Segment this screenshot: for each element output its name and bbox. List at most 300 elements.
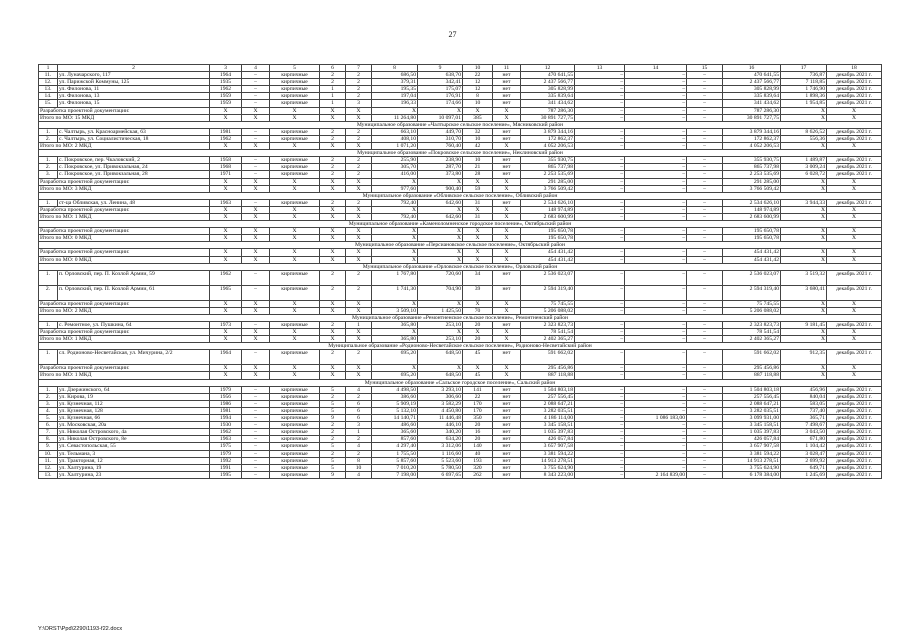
summary-cell: X	[320, 143, 346, 150]
column-number-cell: 18	[827, 65, 882, 72]
page-number: 27	[448, 30, 457, 39]
table-cell: 486,60	[372, 422, 418, 429]
summary-row	[39, 213, 882, 220]
table-cell: 21	[463, 164, 493, 171]
summary-cell: X	[270, 336, 320, 343]
summary-cell: X	[372, 300, 418, 307]
table-cell: 39	[463, 285, 493, 300]
table-cell: 1986	[210, 400, 242, 407]
table-cell: 2 594 319,40	[521, 285, 575, 300]
table-cell: 172 862,37	[521, 135, 575, 142]
table-cell: 865 737,98	[723, 164, 781, 171]
table-cell: 3 028,47	[781, 450, 827, 457]
table-cell: 1 767,80	[372, 270, 418, 285]
table-cell: 6 028,72	[781, 171, 827, 178]
summary-cell: 2 402 365,27	[723, 336, 781, 343]
table-row	[39, 93, 882, 100]
table-cell: 342,41	[418, 79, 463, 86]
table-cell: нет	[493, 400, 521, 407]
table-cell: –	[242, 457, 270, 464]
table-cell: 1991	[210, 464, 242, 471]
summary-cell: X	[781, 143, 827, 150]
summary-cell: 2 402 365,27	[521, 336, 575, 343]
table-cell: –	[575, 350, 625, 365]
table-cell: 583,05	[781, 400, 827, 407]
column-number-cell: 1	[39, 65, 58, 72]
table-row	[39, 415, 882, 422]
table-cell: 1992	[210, 457, 242, 464]
mkd-repair-table	[38, 64, 882, 479]
table-body	[39, 65, 882, 479]
summary-cell: X	[320, 213, 346, 220]
table-cell: –	[687, 79, 723, 86]
summary-cell: X	[270, 300, 320, 307]
table-cell: 32	[463, 128, 493, 135]
summary-cell: X	[210, 372, 242, 379]
summary-cell: X	[418, 249, 463, 256]
table-row	[39, 443, 882, 450]
table-cell: 2	[320, 450, 346, 457]
table-cell: –	[242, 429, 270, 436]
summary-cell: X	[242, 307, 270, 314]
summary-cell: X	[418, 300, 463, 307]
table-cell: –	[575, 429, 625, 436]
summary-cell: X	[346, 228, 372, 235]
table-cell: –	[687, 135, 723, 142]
summary-cell: 887 118,88	[723, 372, 781, 379]
table-cell: 2 088 647,21	[723, 400, 781, 407]
table-cell: 2 253 535,69	[521, 171, 575, 178]
table-cell: –	[242, 436, 270, 443]
table-cell: кирпичные	[270, 93, 320, 100]
table-cell: 1958	[210, 157, 242, 164]
table-cell: –	[242, 72, 270, 79]
table-cell: 1963	[210, 199, 242, 206]
table-cell: –	[687, 415, 723, 422]
table-cell: 2 437 566,77	[521, 79, 575, 86]
summary-cell: 195 650,78	[723, 228, 781, 235]
municipality-title: Муниципальное образование «Персиановское сельское поселение», Октябрьский район	[39, 242, 882, 249]
table-cell: –	[575, 457, 625, 464]
summary-cell: X	[210, 143, 242, 150]
table-row	[39, 199, 882, 206]
summary-cell: X	[372, 235, 418, 242]
table-cell: декабрь 2021 г.	[827, 464, 882, 471]
table-cell: 14 913 278,51	[723, 457, 781, 464]
summary-cell: 792,40	[372, 213, 418, 220]
table-cell: 255,90	[372, 157, 418, 164]
summary-cell: X	[270, 307, 320, 314]
summary-cell: X	[372, 178, 418, 185]
summary-cell: X	[463, 178, 493, 185]
table-row	[39, 400, 882, 407]
table-cell: 14 140,71	[372, 415, 418, 422]
table-cell: 638,70	[418, 72, 463, 79]
table-cell: нет	[493, 93, 521, 100]
table-cell: нет	[493, 464, 521, 471]
summary-cell: X	[418, 256, 463, 263]
summary-cell: X	[346, 206, 372, 213]
summary-cell: X	[781, 206, 827, 213]
summary-cell: 75 745,55	[521, 300, 575, 307]
summary-cell: 195 650,78	[521, 228, 575, 235]
summary-cell: –	[625, 372, 687, 379]
summary-cell: X	[493, 256, 521, 263]
summary-cell: X	[210, 114, 242, 121]
table-cell: нет	[493, 157, 521, 164]
summary-cell: –	[625, 107, 687, 114]
municipality-header-row	[39, 192, 882, 199]
table-cell: 456,96	[781, 386, 827, 393]
summary-cell: X	[346, 143, 372, 150]
table-cell: –	[242, 93, 270, 100]
table-cell: 3 582,29	[418, 400, 463, 407]
table-cell: –	[625, 79, 687, 86]
table-cell: 341 434,62	[723, 100, 781, 107]
table-cell: 170	[463, 407, 493, 414]
summary-cell: X	[781, 178, 827, 185]
table-cell: –	[625, 322, 687, 329]
table-cell: декабрь 2021 г.	[827, 128, 882, 135]
table-cell: 3 755 624,90	[521, 464, 575, 471]
table-cell: кирпичные	[270, 393, 320, 400]
table-cell: кирпичные	[270, 100, 320, 107]
municipality-header-row	[39, 379, 882, 386]
table-cell: 1981	[210, 128, 242, 135]
summary-cell: X	[320, 114, 346, 121]
table-cell: нет	[493, 457, 521, 464]
summary-cell: X	[827, 178, 882, 185]
municipality-header-row	[39, 314, 882, 321]
summary-cell: 291 285,00	[521, 178, 575, 185]
table-cell: нет	[493, 393, 521, 400]
table-cell: –	[625, 199, 687, 206]
table-cell: 591 662,02	[521, 350, 575, 365]
table-cell: 3.	[39, 400, 58, 407]
table-cell: 1 035 397,83	[723, 429, 781, 436]
table-cell: 3 755 624,90	[723, 464, 781, 471]
summary-cell: 42	[463, 143, 493, 150]
table-cell: –	[575, 93, 625, 100]
summary-cell: X	[346, 256, 372, 263]
table-cell: –	[687, 128, 723, 135]
municipality-title: Муниципальное образование «Чалтырское сельское поселение», Мясниковский район	[39, 121, 882, 128]
table-cell: нет	[493, 422, 521, 429]
table-cell: 1968	[210, 164, 242, 171]
table-cell: –	[242, 157, 270, 164]
table-cell: 2	[346, 86, 372, 93]
table-cell: 5.	[39, 415, 58, 422]
summary-cell: –	[625, 329, 687, 336]
table-row	[39, 471, 882, 478]
summary-cell: X	[463, 365, 493, 372]
summary-cell: X	[346, 329, 372, 336]
table-cell: 704,90	[418, 285, 463, 300]
table-cell: 2	[346, 128, 372, 135]
summary-cell: X	[270, 143, 320, 150]
table-cell: –	[242, 79, 270, 86]
table-cell: –	[625, 270, 687, 285]
table-cell: 2 536 023,07	[521, 270, 575, 285]
table-cell: –	[625, 464, 687, 471]
summary-cell: X	[320, 365, 346, 372]
municipality-title: Муниципальное образование «Родионово-Несветайское сельское поселение», Родионово-Несветайский район	[39, 343, 882, 350]
table-cell: 20	[463, 436, 493, 443]
summary-cell: 295 456,86	[521, 365, 575, 372]
table-cell: декабрь 2021 г.	[827, 171, 882, 178]
table-cell: –	[575, 135, 625, 142]
table-cell: 1.	[39, 386, 58, 393]
table-cell: 2 534 626,10	[723, 199, 781, 206]
summary-label: Итого по МО: 0 МКД	[39, 235, 210, 242]
summary-cell: 30 891 727,75	[723, 114, 781, 121]
table-cell: 238,90	[418, 157, 463, 164]
summary-cell: –	[687, 235, 723, 242]
table-cell: 10	[463, 135, 493, 142]
table-cell: –	[625, 72, 687, 79]
address-cell: ул. Парижской Коммуны, 125	[58, 79, 210, 86]
table-cell: –	[575, 171, 625, 178]
table-cell: 1 746,90	[781, 86, 827, 93]
summary-cell: X	[827, 114, 882, 121]
table-cell: –	[575, 400, 625, 407]
summary-cell: 1 425,50	[418, 307, 463, 314]
summary-cell: 648,50	[418, 372, 463, 379]
table-cell: кирпичные	[270, 386, 320, 393]
summary-cell: X	[781, 107, 827, 114]
table-cell: 257 556,45	[723, 393, 781, 400]
summary-cell: 3 509,10	[372, 307, 418, 314]
table-cell: –	[625, 128, 687, 135]
table-cell: 1962	[210, 429, 242, 436]
summary-cell: 4 052 206,53	[521, 143, 575, 150]
summary-row	[39, 185, 882, 192]
table-cell: 1 245,69	[781, 471, 827, 478]
table-cell: –	[687, 422, 723, 429]
table-cell: 2	[346, 436, 372, 443]
table-cell: 1 898,36	[781, 93, 827, 100]
table-cell: декабрь 2021 г.	[827, 386, 882, 393]
summary-cell: 11 264,80	[372, 114, 418, 121]
table-cell: –	[575, 436, 625, 443]
table-cell: 2.	[39, 393, 58, 400]
table-cell: кирпичные	[270, 350, 320, 365]
table-cell: 373,80	[418, 171, 463, 178]
table-cell: 10	[463, 100, 493, 107]
summary-cell: –	[687, 336, 723, 343]
summary-cell: 695,20	[372, 372, 418, 379]
table-cell: –	[575, 285, 625, 300]
table-cell: 3	[346, 100, 372, 107]
table-cell: декабрь 2021 г.	[827, 164, 882, 171]
table-row	[39, 436, 882, 443]
table-cell: 5 909,19	[372, 400, 418, 407]
table-cell: –	[625, 400, 687, 407]
table-cell: 1	[320, 86, 346, 93]
table-cell: –	[242, 393, 270, 400]
summary-cell: –	[625, 235, 687, 242]
summary-cell: 20	[463, 336, 493, 343]
table-cell: 2	[320, 436, 346, 443]
summary-cell: –	[575, 107, 625, 114]
table-cell: 195,35	[372, 86, 418, 93]
table-cell: кирпичные	[270, 86, 320, 93]
table-cell: 9	[320, 415, 346, 422]
address-cell: ул. Николая Островского, 8е	[58, 436, 210, 443]
table-cell: 305,70	[372, 164, 418, 171]
summary-cell: X	[493, 114, 521, 121]
table-cell: 5 780,50	[418, 464, 463, 471]
table-cell: 3 282 035,51	[521, 407, 575, 414]
summary-cell: –	[687, 249, 723, 256]
table-row	[39, 464, 882, 471]
summary-cell: X	[372, 365, 418, 372]
summary-cell: X	[346, 300, 372, 307]
summary-cell: X	[270, 213, 320, 220]
table-cell: –	[687, 100, 723, 107]
table-cell: 12	[463, 86, 493, 93]
table-cell: 1 035 397,83	[521, 429, 575, 436]
address-cell: с. Покровское, пер. Чкаловский, 2	[58, 157, 210, 164]
table-cell: 2 594 319,40	[723, 285, 781, 300]
table-cell: 4 186 114,00	[521, 415, 575, 422]
summary-cell: X	[270, 256, 320, 263]
table-cell: –	[687, 285, 723, 300]
table-cell: 3	[346, 422, 372, 429]
table-cell: –	[242, 322, 270, 329]
table-cell: 7 498,67	[781, 422, 827, 429]
summary-label: Итого по МО: 3 МКД	[39, 185, 210, 192]
table-cell: 5	[320, 386, 346, 393]
summary-cell: –	[625, 143, 687, 150]
summary-cell: –	[575, 307, 625, 314]
summary-cell: X	[320, 249, 346, 256]
table-cell: –	[687, 429, 723, 436]
table-cell: –	[575, 199, 625, 206]
table-cell: –	[687, 471, 723, 478]
summary-label: Итого по МО: 15 МКД	[39, 114, 210, 121]
table-cell: –	[575, 422, 625, 429]
summary-cell: 1 071,20	[372, 143, 418, 150]
summary-cell: X	[320, 185, 346, 192]
summary-cell: 5 206 088,02	[521, 307, 575, 314]
summary-cell: –	[687, 228, 723, 235]
table-cell: –	[687, 270, 723, 285]
summary-cell: X	[210, 329, 242, 336]
table-cell: 22	[463, 72, 493, 79]
summary-row	[39, 114, 882, 121]
table-cell: 1962	[210, 86, 242, 93]
table-cell: 556,36	[781, 135, 827, 142]
table-cell: кирпичные	[270, 471, 320, 478]
table-cell: –	[625, 171, 687, 178]
summary-cell: X	[493, 235, 521, 242]
table-cell: 11.	[39, 457, 58, 464]
table-cell: 912,35	[781, 350, 827, 365]
column-number-cell: 3	[210, 65, 242, 72]
table-cell: 695,20	[372, 350, 418, 365]
table-cell: 1981	[210, 407, 242, 414]
summary-cell: X	[242, 213, 270, 220]
summary-cell: –	[687, 329, 723, 336]
table-row	[39, 407, 882, 414]
table-cell: 2	[346, 393, 372, 400]
table-cell: 5	[320, 457, 346, 464]
table-cell: 355 930,75	[521, 157, 575, 164]
summary-cell: X	[270, 185, 320, 192]
summary-cell: 75 745,55	[723, 300, 781, 307]
table-cell: 2	[320, 285, 346, 300]
table-cell: –	[242, 86, 270, 93]
summary-cell: X	[270, 235, 320, 242]
table-cell: 686,50	[372, 72, 418, 79]
table-cell: 1 116,60	[418, 450, 463, 457]
summary-cell: –	[687, 143, 723, 150]
summary-cell: X	[827, 300, 882, 307]
table-cell: кирпичные	[270, 164, 320, 171]
summary-cell: 148 974,89	[723, 206, 781, 213]
summary-cell: X	[493, 336, 521, 343]
summary-cell: 295 456,86	[723, 365, 781, 372]
summary-cell: X	[270, 372, 320, 379]
table-row	[39, 128, 882, 135]
table-row	[39, 86, 882, 93]
summary-cell: X	[320, 206, 346, 213]
table-cell: 350	[463, 415, 493, 422]
table-cell: 4	[346, 443, 372, 450]
table-cell: –	[242, 128, 270, 135]
table-cell: нет	[493, 100, 521, 107]
summary-label: Разработка проектной документации:	[39, 329, 210, 336]
summary-cell: –	[575, 365, 625, 372]
summary-cell: 365,80	[372, 336, 418, 343]
table-cell: декабрь 2021 г.	[827, 100, 882, 107]
table-cell: 2 536 023,07	[723, 270, 781, 285]
table-cell: 2	[320, 199, 346, 206]
summary-cell: –	[575, 213, 625, 220]
summary-cell: X	[242, 300, 270, 307]
table-cell: 6 178 384,00	[723, 471, 781, 478]
summary-cell: –	[625, 249, 687, 256]
address-cell: ул. Кузнечная, 112	[58, 400, 210, 407]
summary-cell: X	[320, 336, 346, 343]
table-cell: 720,60	[418, 270, 463, 285]
table-cell: –	[625, 285, 687, 300]
table-cell: декабрь 2021 г.	[827, 443, 882, 450]
summary-cell: X	[270, 114, 320, 121]
summary-cell: 5 206 088,02	[723, 307, 781, 314]
table-cell: 20	[463, 322, 493, 329]
table-cell: 2	[320, 72, 346, 79]
table-cell: –	[575, 100, 625, 107]
table-row	[39, 450, 882, 457]
table-cell: 3 099 931,00	[723, 415, 781, 422]
table-cell: 1979	[210, 450, 242, 457]
summary-cell: X	[463, 206, 493, 213]
summary-cell: X	[346, 249, 372, 256]
table-cell: –	[687, 157, 723, 164]
municipality-header-row	[39, 242, 882, 249]
table-cell: нет	[493, 436, 521, 443]
table-cell: –	[242, 285, 270, 300]
table-cell: нет	[493, 135, 521, 142]
table-cell: 2 534 626,10	[521, 199, 575, 206]
table-cell: кирпичные	[270, 270, 320, 285]
summary-row	[39, 249, 882, 256]
table-cell: декабрь 2021 г.	[827, 422, 882, 429]
table-cell: 196,33	[372, 100, 418, 107]
table-cell: 3 282 035,51	[723, 407, 781, 414]
